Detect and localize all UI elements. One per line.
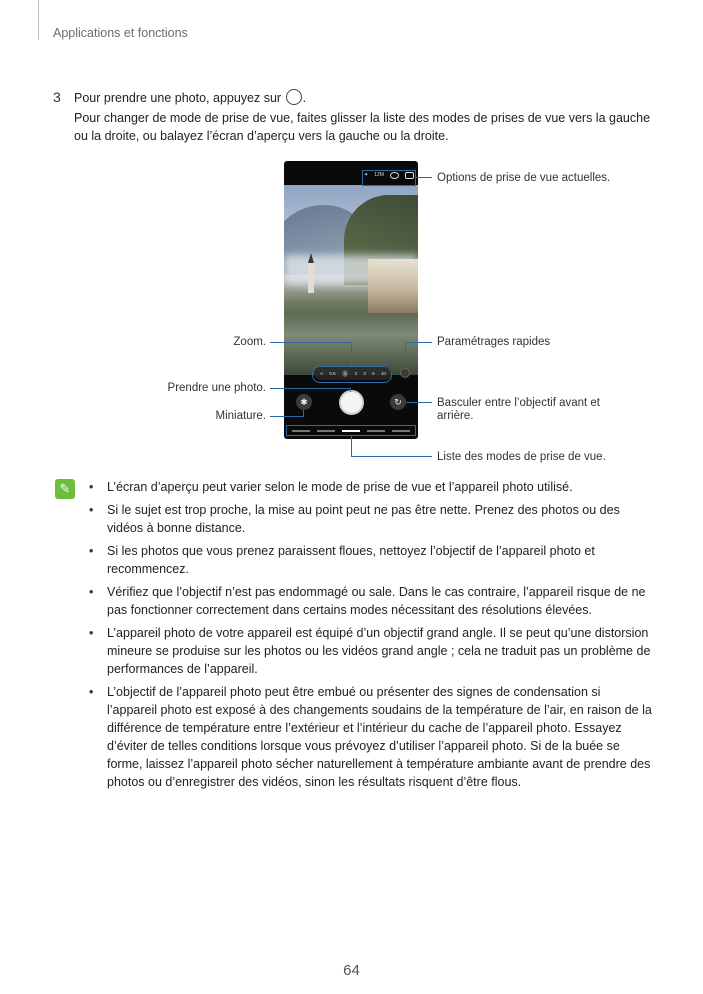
- note-pencil-icon: ✎: [55, 479, 75, 499]
- shutter-button[interactable]: [339, 390, 364, 415]
- header-rule: [38, 0, 39, 40]
- list-item: • Si le sujet est trop proche, la mise au point peut ne pas être nette. Prenez des photos ou des vidéos à bonne distance.: [88, 501, 653, 537]
- callout-line: [351, 456, 432, 457]
- zoom-option[interactable]: 0.6: [329, 370, 336, 376]
- callout-line: [303, 410, 304, 417]
- callout-switch-lens-label: Basculer entre l’objectif avant et arrière.: [437, 397, 601, 422]
- zoom-option[interactable]: 2: [354, 370, 358, 376]
- zoom-option-selected[interactable]: 1: [343, 370, 347, 376]
- step-description: Pour changer de mode de prise de vue, faites glisser la liste des modes de prises de vue vers la gauche ou la droite, ou balayez l’écran d’aperçu vers la gauche ou la droite.: [74, 111, 651, 143]
- callout-line: [351, 342, 352, 366]
- resolution-option[interactable]: 12M: [374, 171, 384, 178]
- church-shape: [308, 263, 314, 293]
- zoom-option[interactable]: 5: [372, 370, 375, 376]
- page-header-title: Applications et fonctions: [53, 26, 188, 40]
- callout-line: [405, 342, 432, 343]
- callout-modes-label: Liste des modes de prise de vue.: [437, 451, 606, 463]
- shutter-icon: [286, 89, 302, 105]
- step-instruction: [74, 89, 306, 105]
- callout-line: [270, 388, 351, 389]
- list-item: • L’objectif de l’appareil photo peut être embué ou présenter des signes de condensation si l’appareil photo est exposé à des changements soudains de la température de l’air, en raison de la différence de température entre l’extérieur et l’intérieur du cache de l’appareil photo. Essayez d’éviter de telles conditions lorsque vous prévoyez d’utiliser l’appareil photo. Si de la buée se forme, laissez l’appareil photo sécher naturellement à température ambiante avant de prendre des photos ou d’enregistrer des vidéos, sinon les résultats risquent d’être flous.: [88, 683, 653, 791]
- houses-shape: [368, 259, 418, 319]
- zoom-option[interactable]: A: [320, 370, 324, 376]
- camera-screen-illustration: [284, 161, 418, 439]
- callout-line: [270, 342, 352, 343]
- callout-thumbnail-label: Miniature.: [215, 410, 266, 422]
- callout-line: [350, 388, 351, 392]
- step-instruction-end: .: [302, 91, 307, 105]
- notes-list: [88, 478, 653, 796]
- callout-options-label: Options de prise de vue actuelles.: [437, 172, 611, 184]
- modes-highlight: [286, 425, 416, 436]
- switch-camera-icon[interactable]: ↻: [390, 394, 406, 410]
- gear-icon[interactable]: ✱: [296, 394, 312, 410]
- callout-zoom-label: Zoom.: [233, 336, 266, 348]
- zoom-option[interactable]: 10: [380, 370, 386, 376]
- zoom-option[interactable]: 3: [363, 370, 366, 376]
- list-item: • L’appareil photo de votre appareil est équipé d’un objectif grand angle. Il se peut qu’une distorsion mineure se produise sur les photos ou les vidéos grand angle ; cela ne traduit pas un problème de performances de l’appareil.: [88, 624, 653, 678]
- list-item: • Vérifiez que l’objectif n’est pas endommagé ou sale. Dans le cas contraire, l’appareil risque de ne pas fonctionner correctement dans certains modes nécessitant des résolutions élevées.: [88, 583, 653, 619]
- callout-line: [406, 402, 432, 403]
- callout-line: [416, 177, 432, 178]
- options-highlight: [362, 170, 416, 186]
- callout-line: [270, 416, 304, 417]
- list-item: • L’écran d’aperçu peut varier selon le mode de prise de vue et l’appareil photo utilisé.: [88, 478, 653, 496]
- step-instruction-text: Pour prendre une photo, appuyez sur: [74, 91, 282, 105]
- page-number: 64: [343, 962, 360, 979]
- sparkle-icon[interactable]: ✦: [364, 171, 369, 178]
- callout-line: [351, 436, 352, 457]
- zoom-highlight: [312, 366, 392, 383]
- callout-take-photo-label: Prendre une photo.: [167, 382, 266, 394]
- callout-quick-settings-label: Paramétrages rapides: [437, 336, 551, 348]
- list-item: • Si les photos que vous prenez paraissent floues, nettoyez l’objectif de l’appareil photo et recommencez.: [88, 542, 653, 578]
- callout-line: [405, 342, 406, 366]
- step-number: 3: [53, 89, 61, 105]
- quick-settings-button[interactable]: [400, 368, 410, 378]
